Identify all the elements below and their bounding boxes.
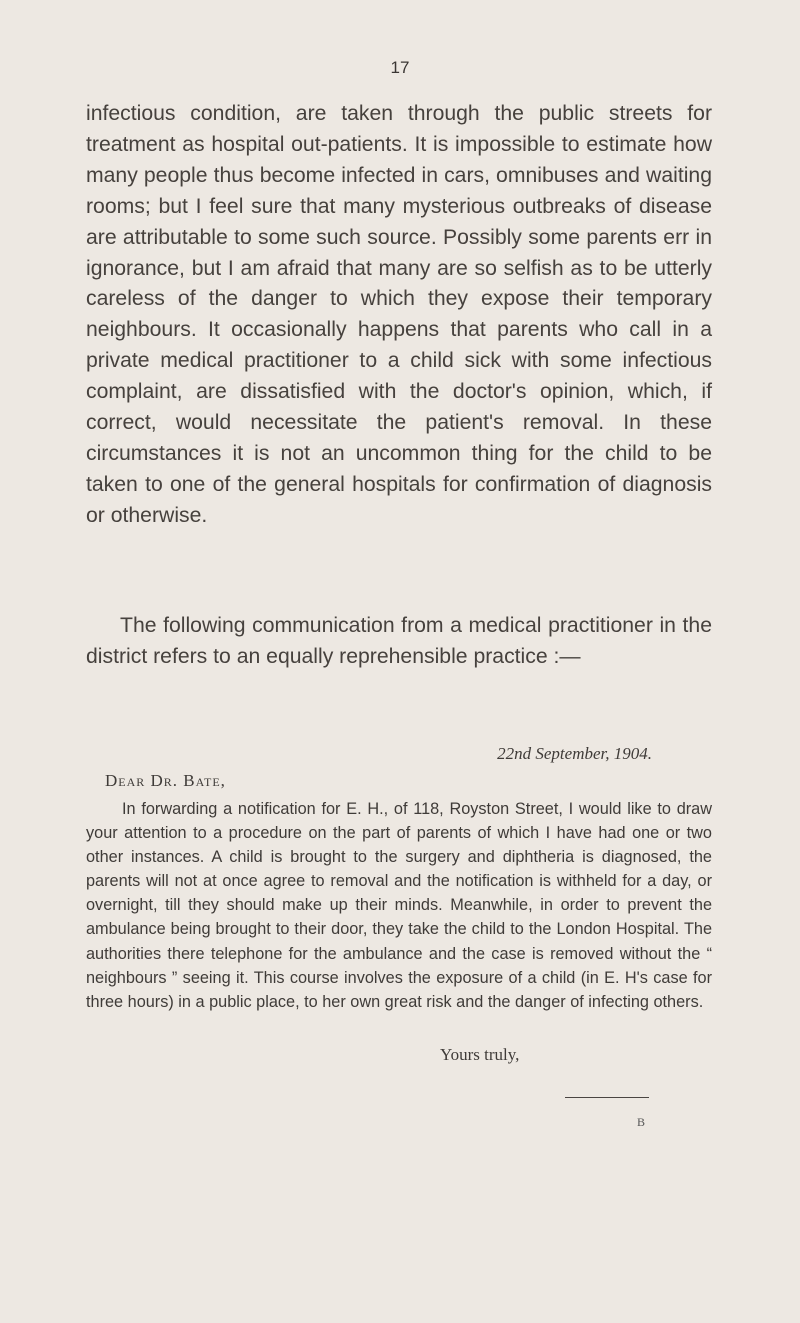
body-paragraph-2: The following communication from a medical practitioner in the district refers to an equally reprehensible practice :— [86, 614, 712, 668]
letter-closing: Yours truly, [440, 1045, 520, 1064]
body-paragraph-1: infectious condition, are taken through the public streets for treatment as hospital out-patients. It is impossible to estimate how many people thus become infected in cars, omnibuses and waiting rooms; but I feel sure that many mysterious outbreaks of disease are attributable to some such source. Possibly some parents err in ignorance, but I am afraid that many are so selfish as to be utterly careless of the danger to which they expose their temporary neighbours. It occasionally happens that parents who call in a private medical practitioner to a child sick with some infectious complaint, are dissatisfied with the doctor's opinion, which, if correct, would necessitate the patient's removal. In these circumstances it is not an uncommon thing for the child to be taken to one of the general hospitals for confirmation of diagnosis or otherwise. [86, 102, 712, 527]
letter-date: 22nd September, 1904. [497, 744, 652, 763]
signature-mark: B [637, 1115, 646, 1129]
page-number: 17 [390, 58, 410, 77]
letter-body: In forwarding a notification for E. H., of 118, Royston Street, I would like to draw your attention to a procedure on the part of parents of which I have had one or two other instances. A child is brought to the surgery and diphtheria is diagnosed, the parents will not at once agree to removal and the notification is withheld for a day, or overnight, till they should make up their minds. Meanwhile, in order to prevent the ambulance being brought to their door, they take the child to the London Hospital. The authorities there telephone for the ambulance and the case is removed without the “ neighbours ” seeing it. This course involves the exposure of a child (in E. H's case for three hours) in a public place, to her own great risk and the danger of infecting others. [86, 800, 712, 1011]
letter-salutation: Dear Dr. Bate, [105, 771, 226, 790]
signature-rule [565, 1097, 649, 1098]
